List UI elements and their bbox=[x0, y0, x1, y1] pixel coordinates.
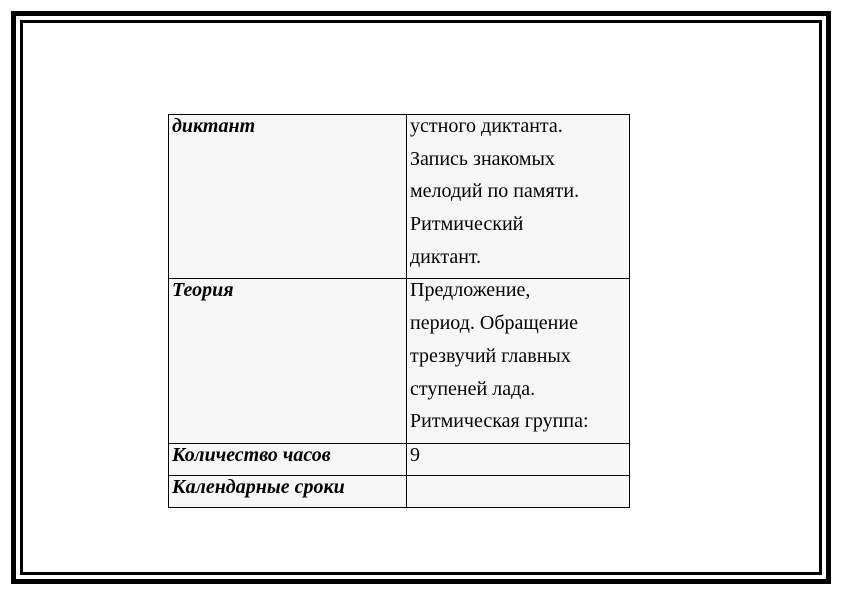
table-row bbox=[169, 443, 630, 475]
value-line: Предложение, bbox=[410, 279, 531, 302]
value-line: диктант. bbox=[410, 245, 482, 268]
row-label: Теория bbox=[169, 279, 407, 443]
row-value bbox=[407, 115, 630, 279]
value-line: трезвучий главных bbox=[410, 344, 571, 367]
value-line: мелодий по памяти. bbox=[410, 180, 580, 203]
curriculum-table bbox=[168, 114, 630, 508]
value-line: Ритмический bbox=[410, 213, 524, 236]
value-line: ступеней лада. bbox=[410, 377, 536, 400]
row-label: диктант bbox=[169, 115, 407, 279]
row-value bbox=[407, 475, 630, 507]
value-line: устного диктанта. bbox=[410, 115, 563, 137]
value-line: Запись знакомых bbox=[410, 147, 555, 170]
table-row bbox=[169, 279, 630, 443]
value-line: Ритмическая группа: bbox=[410, 410, 589, 433]
value-line: период. Обращение bbox=[410, 312, 578, 335]
row-label: Календарные сроки bbox=[169, 475, 407, 507]
table-row bbox=[169, 115, 630, 279]
row-label: Количество часов bbox=[169, 443, 407, 475]
table-row bbox=[169, 475, 630, 507]
row-value bbox=[407, 279, 630, 443]
row-value: 9 bbox=[407, 443, 630, 475]
